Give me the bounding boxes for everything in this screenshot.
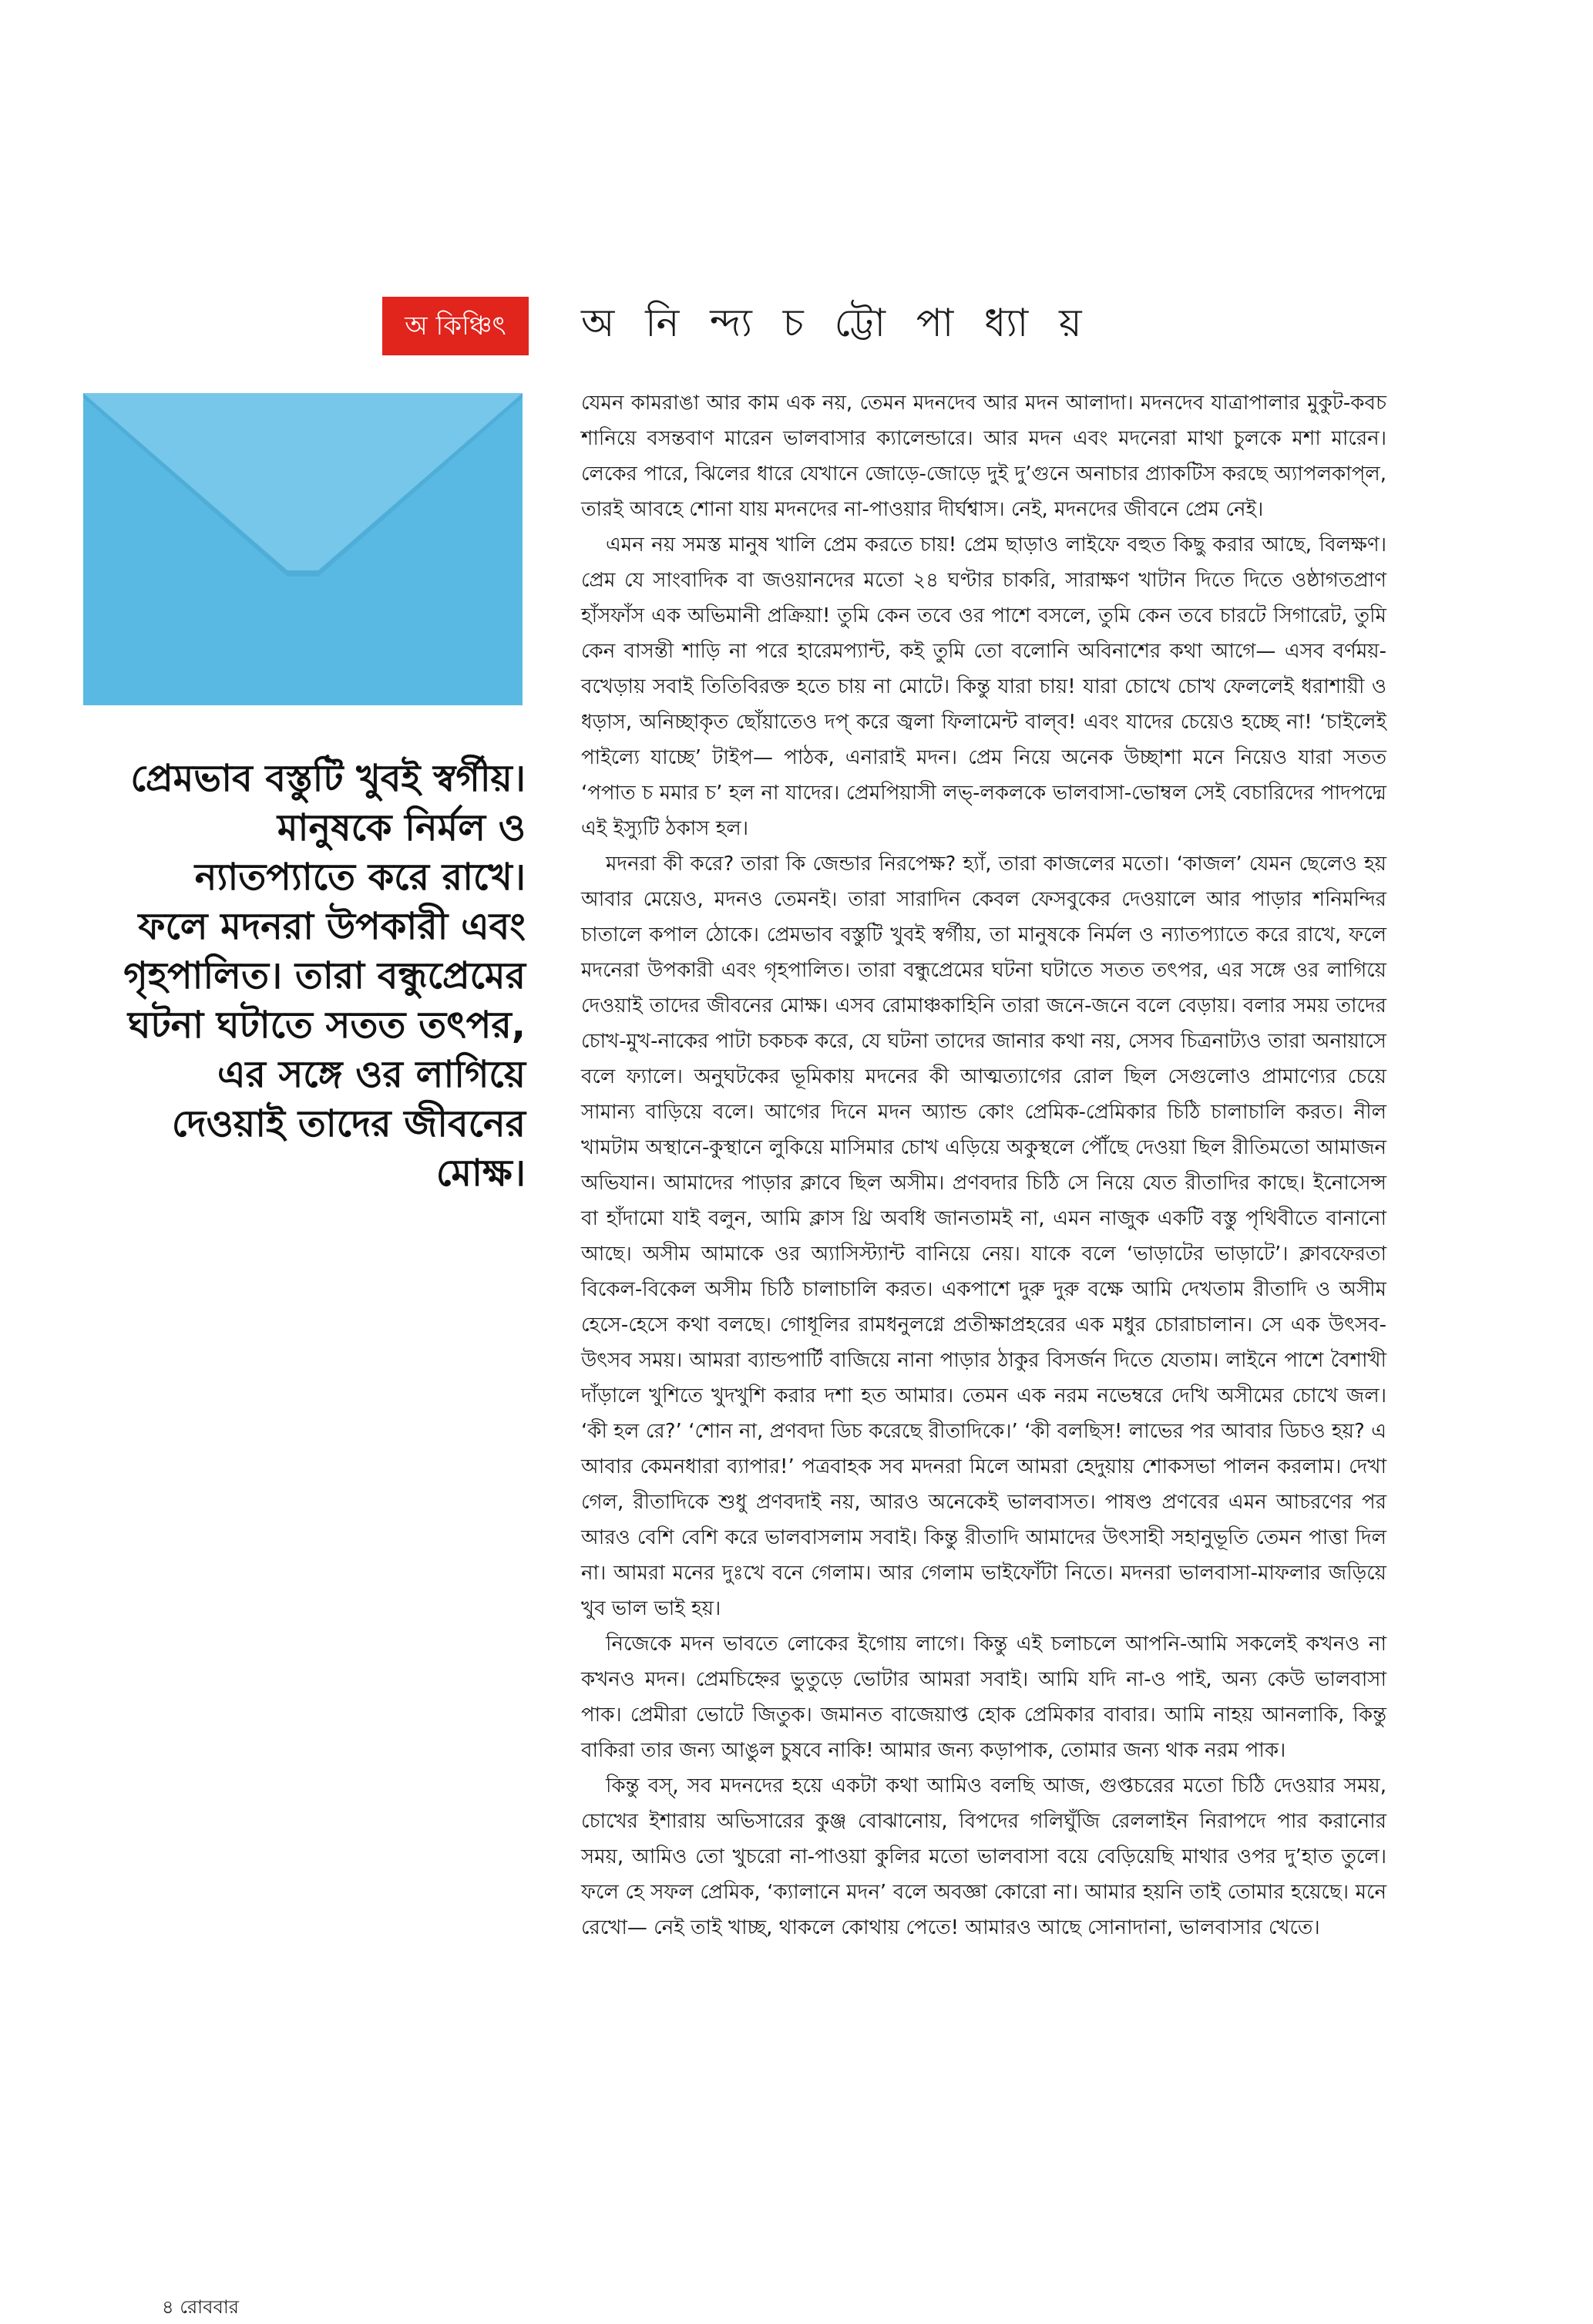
article-paragraph: যেমন কামরাঙা আর কাম এক নয়, তেমন মদনদেব আর মদন আলাদা। মদনদেব যাত্রাপালার মুকুট-কবচ শানিয়ে বসন্তবাণ মারেন ভালবাসার ক্যালেন্ডারে। আর মদন এবং মদনেরা মাথা চুলকে মশা মারেন। লেকের পারে, ঝিলের ধারে যেখানে জোড়ে-জোড়ে দুই দু’গুনে অনাচার প্র্যাকটিস করছে অ্যাপলকাপ্‌ল, তারই আবহে শোনা যায় মদনদের না-পাওয়ার দীর্ঘশ্বাস। নেই, মদনদের জীবনে প্রেম নেই। xyxy=(581,392,1386,521)
article-body xyxy=(581,385,1386,1946)
envelope-illustration xyxy=(83,393,523,705)
pull-quote xyxy=(116,754,526,1198)
article-paragraph: নিজেকে মদন ভাবতে লোকের ইগোয় লাগে। কিন্তু এই চলাচলে আপনি-আমি সকলেই কখনও না কখনও মদন। প্রেমচিহ্নের ভুতুড়ে ভোটার আমরা সবাই। আমি যদি না-ও পাই, অন্য কেউ ভালবাসা পাক। প্রেমীরা ভোটে জিতুক। জমানত বাজেয়াপ্ত হোক প্রেমিকার বাবার। আমি নাহয় আনলাকি, কিন্তু বাকিরা তার জন্য আঙুল চুষবে নাকি! আমার জন্য কড়াপাক, তোমার জন্য থাক নরম পাক। xyxy=(581,1633,1386,1762)
article-paragraph: কিন্তু বস্, সব মদনদের হয়ে একটা কথা আমিও বলছি আজ, গুপ্তচরের মতো চিঠি দেওয়ার সময়, চোখের ইশারায় অভিসারের কুঞ্জ বোঝানোয়, বিপদের গলিঘুঁজি রেললাইন নিরাপদে পার করানোর সময়, আমিও তো খুচরো না-পাওয়া কুলির মতো ভালবাসা বয়ে বেড়িয়েছি মাথার ওপর দু’হাত তুলে। ফলে হে সফল প্রেমিক, ‘ক্যালানে মদন’ বলে অবজ্ঞা কোরো না। আমার হয়নি তাই তোমার হয়েছে। মনে রেখো— নেই তাই খাচ্ছ, থাকলে কোথায় পেতে! আমারও আছে সোনাদানা, ভালবাসার খেতে। xyxy=(581,1774,1386,1939)
article-paragraph: মদনরা কী করে? তারা কি জেন্ডার নিরপেক্ষ? হ্যাঁ, তারা কাজলের মতো। ‘কাজল’ যেমন ছেলেও হয় আবার মেয়েও, মদনও তেমনই। তারা সারাদিন কেবল ফেসবুকের দেওয়ালে আর পাড়ার শনিমন্দির চাতালে কপাল ঠোকে। প্রেমভাব বস্তুটি খুবই স্বর্গীয়, তা মানুষকে নির্মল ও ন্যাতপ্যাতে করে রাখে, ফলে মদনেরা উপকারী এবং গৃহপালিত। তারা বন্ধুপ্রেমের ঘটনা ঘটাতে সতত তৎপর, এর সঙ্গে ওর লাগিয়ে দেওয়াই তাদের জীবনের মোক্ষ। এসব রোমাঞ্চকাহিনি তারা জনে-জনে বলে বেড়ায়। বলার সময় তাদের চোখ-মুখ-নাকের পাটা চকচক করে, যে ঘটনা তাদের জানার কথা নয়, সেসব চিত্রনাট্যও তারা অনায়াসে বলে ফ্যালে। অনুঘটকের ভূমিকায় মদনের কী আত্মত্যাগের রোল ছিল সেগুলোও প্রামাণ্যের চেয়ে সামান্য বাড়িয়ে বলে। আগের দিনে মদন অ্যান্ড কোং প্রেমিক-প্রেমিকার চিঠি চালাচালি করত। নীল খামটাম অস্থানে-কুস্থানে লুকিয়ে মাসিমার চোখ এড়িয়ে অকুস্থলে পৌঁছে দেওয়া ছিল রীতিমতো আমাজন অভিযান। আমাদের পাড়ার ক্লাবে ছিল অসীম। প্রণবদার চিঠি সে নিয়ে যেত রীতাদির কাছে। ইনোসেন্স বা হাঁদামো যাই বলুন, আমি ক্লাস থ্রি অবধি জানতামই না, এমন নাজুক একটি বস্তু পৃথিবীতে বানানো আছে। অসীম আমাকে ওর অ্যাসিস্ট্যান্ট বানিয়ে নেয়। যাকে বলে ‘ভাড়াটের ভাড়াটে’। ক্লাবফেরতা বিকেল-বিকেল অসীম চিঠি চালাচালি করত। একপাশে দুরু দুরু বক্ষে আমি দেখতাম রীতাদি ও অসীম হেসে-হেসে কথা বলছে। গোধূলির রামধনুলগ্নে প্রতীক্ষাপ্রহরের এক মধুর চোরাচালান। সে এক উৎসব-উৎসব সময়। আমরা ব্যান্ডপার্টি বাজিয়ে নানা পাড়ার ঠাকুর বিসর্জন দিতে যেতাম। লাইনে পাশে বৈশাখী দাঁড়ালে খুশিতে খুদখুশি করার দশা হত আমার। তেমন এক নরম নভেম্বরে দেখি অসীমের চোখে জল। ‘কী হল রে?’ ‘শোন না, প্রণবদা ডিচ করেছে রীতাদিকে।’ ‘কী বলছিস! লাভের পর আবার ডিচও হয়? এ আবার কেমনধারা ব্যাপার!’ পত্রবাহক সব মদনরা মিলে আমরা হেদুয়ায় শোকসভা পালন করলাম। দেখা গেল, রীতাদিকে শুধু প্রণবদাই নয়, আরও অনেকেই ভালবাসত। পাষণ্ড প্রণবের এমন আচরণের পর আরও বেশি বেশি করে ভালবাসলাম সবাই। কিন্তু রীতাদি আমাদের উৎসাহী সহানুভূতি তেমন পাত্তা দিল না। আমরা মনের দুঃখে বনে গেলাম। আর গেলাম ভাইফোঁটা নিতে। মদনরা ভালবাসা-মাফলার জড়িয়ে খুব ভাল ভাই হয়। xyxy=(581,853,1386,1620)
section-tag: অ কিঞ্চিৎ xyxy=(382,297,529,355)
author-byline: অ নি ন্দ্য চ ট্টো পা ধ্যা য় xyxy=(581,301,1091,345)
page-footer: ৪ রোববার xyxy=(162,2296,239,2318)
article-paragraph: এমন নয় সমস্ত মানুষ খালি প্রেম করতে চায়! প্রেম ছাড়াও লাইফে বহুত কিছু করার আছে, বিলক্ষণ। প্রেম যে সাংবাদিক বা জওয়ানদের মতো ২৪ ঘণ্টার চাকরি, সারাক্ষণ খাটান দিতে দিতে ওষ্ঠাগতপ্রাণ হাঁসফাঁস এক অভিমানী প্রক্রিয়া! তুমি কেন তবে ওর পাশে বসলে, তুমি কেন তবে চারটে সিগারেট, তুমি কেন বাসন্তী শাড়ি না পরে হারেমপ্যান্ট, কই তুমি তো বলোনি অবিনাশের কথা আগে— এসব বর্ণময়-বখেড়ায় সবাই তিতিবিরক্ত হতে চায় না মোটে। কিন্তু যারা চায়! যারা চোখে চোখ ফেললেই ধরাশায়ী ও ধড়াস, অনিচ্ছাকৃত ছোঁয়াতেও দপ্ করে জ্বলা ফিলামেন্ট বাল্‌ব! এবং যাদের চেয়েও হচ্ছে না! ‘চাইলেই পাইল্যে যাচ্ছে’ টাইপ— পাঠক, এনারাই মদন। প্রেম নিয়ে অনেক উচ্ছাশা মনে নিয়েও যারা সতত ‘পপাত চ মমার চ’ হল না যাদের। প্রেমপিয়াসী লভ্-লকলকে ভালবাসা-ভোম্বল সেই বেচারিদের পাদপদ্মে এই ইস্যুটি ঠকাস হল। xyxy=(581,533,1386,840)
pull-quote-text: প্রেমভাব বস্তুটি খুবই স্বর্গীয়। মানুষকে নির্মল ও ন্যাতপ্যাতে করে রাখে। ফলে মদনরা উপকারী এবং গৃহপালিত। তারা বন্ধুপ্রেমের ঘটনা ঘটাতে সতত তৎপর, এর সঙ্গে ওর লাগিয়ে দেওয়াই তাদের জীবনের মোক্ষ। xyxy=(123,757,526,1195)
